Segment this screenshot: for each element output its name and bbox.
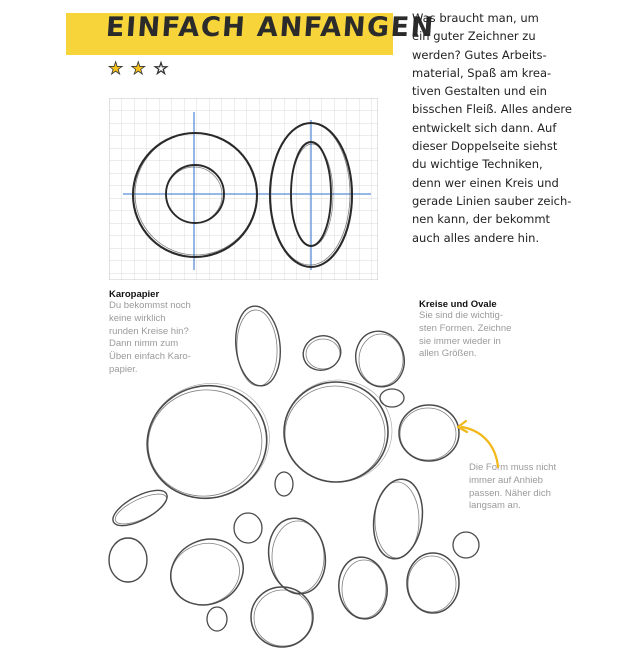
oval-sketch	[407, 553, 459, 613]
oval-sketch	[251, 587, 313, 647]
intro-paragraph: Was braucht man, um ein guter Zeichner zu werden? Gutes Arbeits- material, Spaß am krea- tiven Gestalten und ein bisschen Fleiß. Alles andere entwickelt sich dann. Auf dieser Doppelseite siehst du wichtige Techniken, denn wer einen Kreis und gerade Linien sauber zeich- nen kann, der bekommt auch alles andere hin.	[412, 11, 572, 245]
oval-sketch	[335, 554, 391, 622]
oval-sketch	[275, 472, 293, 496]
caption-kreise-body: Sie sind die wichtig- sten Formen. Zeichne sie immer wieder in allen Größen.	[419, 310, 512, 360]
oval-sketch	[109, 538, 147, 582]
caption-karopapier-title: Karopapier	[109, 289, 160, 300]
yellow-arrow-icon	[440, 415, 510, 475]
oval-sketch	[207, 607, 227, 631]
oval-sketch	[453, 532, 479, 558]
oval-sketch	[350, 326, 411, 393]
caption-kreise-title: Kreise und Ovale	[419, 299, 497, 310]
oval-sketch	[232, 304, 284, 388]
oval-sketch	[380, 389, 404, 407]
oval-sketch	[108, 483, 172, 532]
oval-sketch	[369, 476, 428, 562]
circle-sketch	[284, 380, 392, 482]
caption-form-body: Die Form muss nicht immer auf Anhieb passen. Näher dich langsam an.	[469, 462, 557, 512]
star-filled-icon: ★	[130, 59, 147, 79]
star-empty-icon: ☆	[153, 59, 170, 79]
caption-karopapier-body: Du bekommst noch keine wirklich runden Kreise hin? Dann nimm zum Üben einfach Karo- papier.	[109, 300, 191, 375]
oval-sketch	[234, 513, 262, 543]
oval-sketch	[130, 366, 286, 516]
star-filled-icon: ★	[108, 59, 125, 79]
page-title: EINFACH ANFANGEN	[104, 12, 436, 43]
oval-sketch	[298, 331, 345, 376]
oval-sketch	[263, 514, 331, 599]
